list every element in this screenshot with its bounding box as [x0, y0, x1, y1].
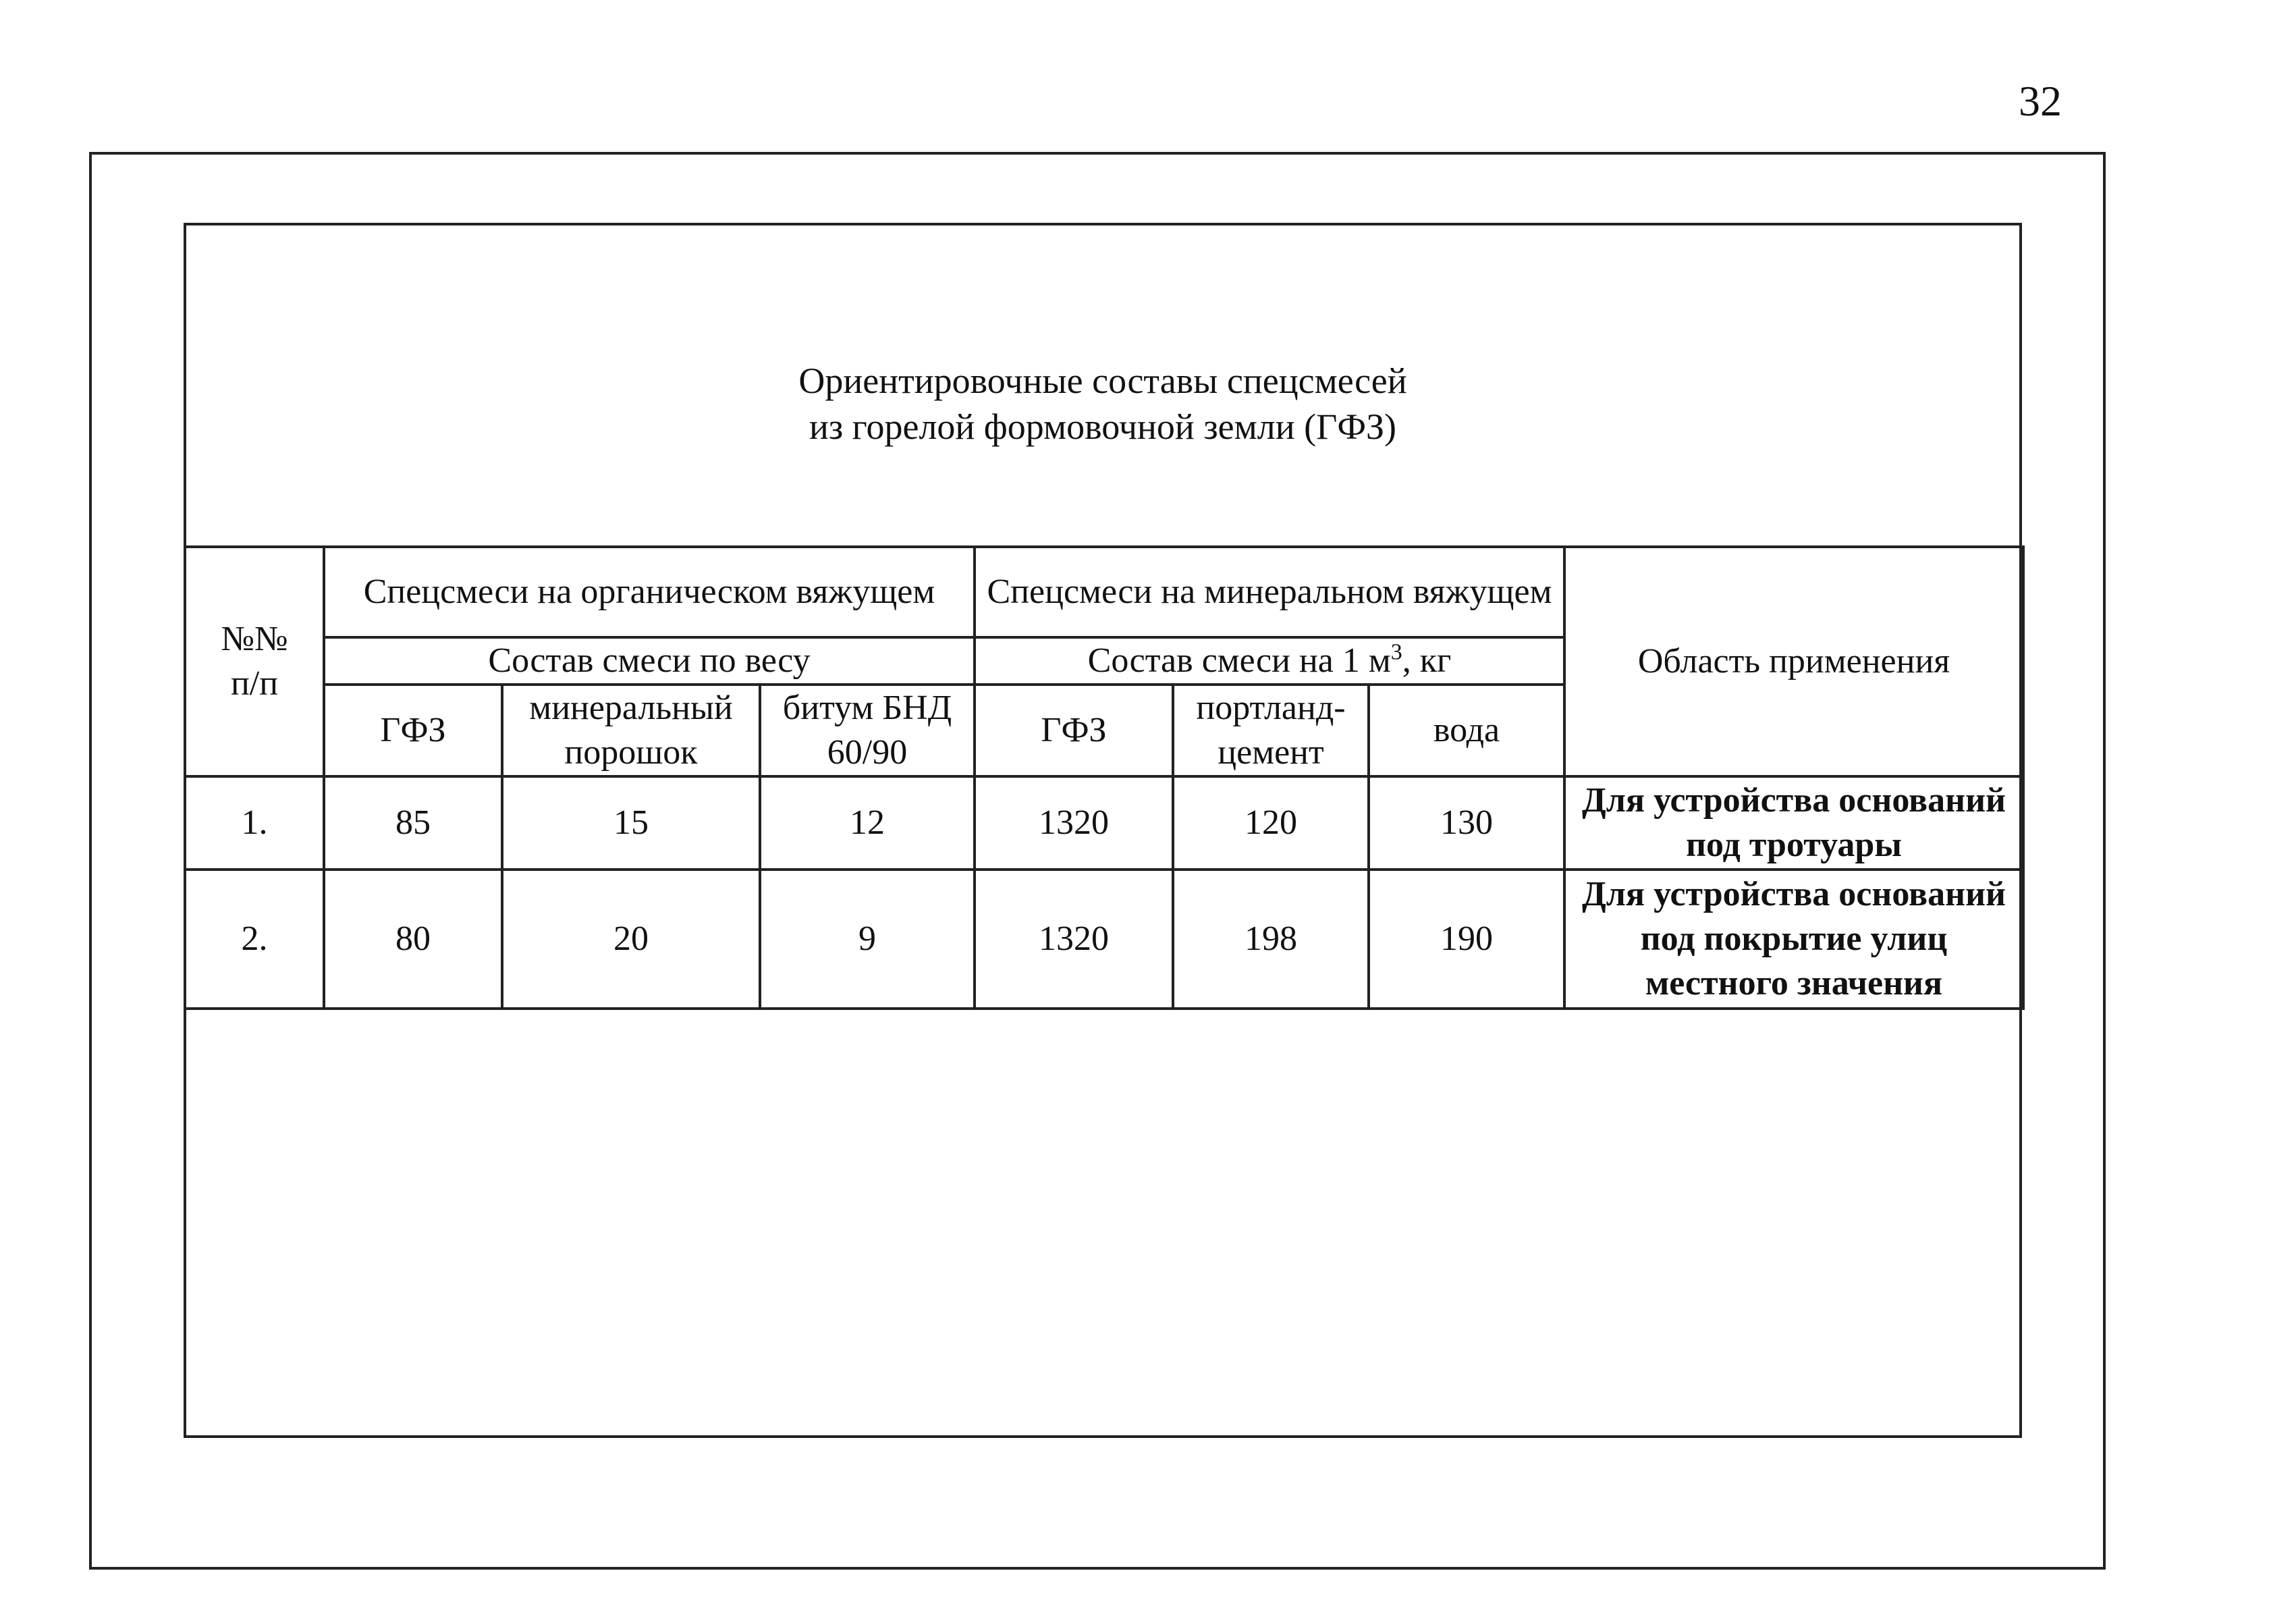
header-mineral-sub-prefix: Состав смеси на 1 м — [1087, 641, 1391, 680]
cell-portland-cement: 198 — [1173, 870, 1369, 1009]
table-header-row-group — [185, 547, 2023, 637]
header-mineral-group: Спецсмеси на минеральном вяжущем — [975, 547, 1564, 637]
header-col-gfz-organic: ГФЗ — [324, 685, 502, 776]
cell-mineral-powder: 20 — [502, 870, 760, 1009]
header-number-line-2: п/п — [230, 664, 279, 703]
header-organic-group: Спецсмеси на органическом вяжущем — [324, 547, 975, 637]
mix-composition-table — [184, 545, 2025, 1010]
header-number-line-1: №№ — [221, 620, 288, 658]
document-title-line-1: Ориентировочные составы спецсмесей — [798, 361, 1407, 401]
cell-application: Для устройства оснований под покрытие улиц местного значения — [1564, 870, 2023, 1009]
cell-portland-cement: 120 — [1173, 776, 1369, 870]
header-col-gfz-mineral: ГФЗ — [975, 685, 1173, 776]
cell-number: 1. — [185, 776, 324, 870]
header-mineral-sub — [975, 637, 1564, 685]
cell-gfz-mineral: 1320 — [975, 870, 1173, 1009]
header-application: Область применения — [1564, 547, 2023, 776]
cell-gfz-organic: 80 — [324, 870, 502, 1009]
cell-water: 190 — [1369, 870, 1564, 1009]
cell-mineral-powder: 15 — [502, 776, 760, 870]
header-mineral-sub-superscript: 3 — [1390, 639, 1402, 665]
table-row — [185, 870, 2023, 1009]
cell-gfz-mineral: 1320 — [975, 776, 1173, 870]
header-col-mineral-powder: минеральный порошок — [502, 685, 760, 776]
header-organic-sub: Состав смеси по весу — [324, 637, 975, 685]
cell-bitumen: 9 — [760, 870, 975, 1009]
table-row — [185, 776, 2023, 870]
cell-gfz-organic: 85 — [324, 776, 502, 870]
document-title-line-2: из горелой формовочной земли (ГФЗ) — [809, 406, 1397, 447]
header-col-portland-cement: портланд-цемент — [1173, 685, 1369, 776]
header-col-bitumen: битум БНД 60/90 — [760, 685, 975, 776]
cell-application: Для устройства оснований под тротуары — [1564, 776, 2023, 870]
page-number: 32 — [2019, 77, 2062, 125]
header-mineral-sub-suffix: , кг — [1402, 641, 1452, 680]
document-title — [184, 358, 2022, 450]
header-number — [185, 547, 324, 776]
cell-bitumen: 12 — [760, 776, 975, 870]
cell-water: 130 — [1369, 776, 1564, 870]
cell-number: 2. — [185, 870, 324, 1009]
header-col-water: вода — [1369, 685, 1564, 776]
